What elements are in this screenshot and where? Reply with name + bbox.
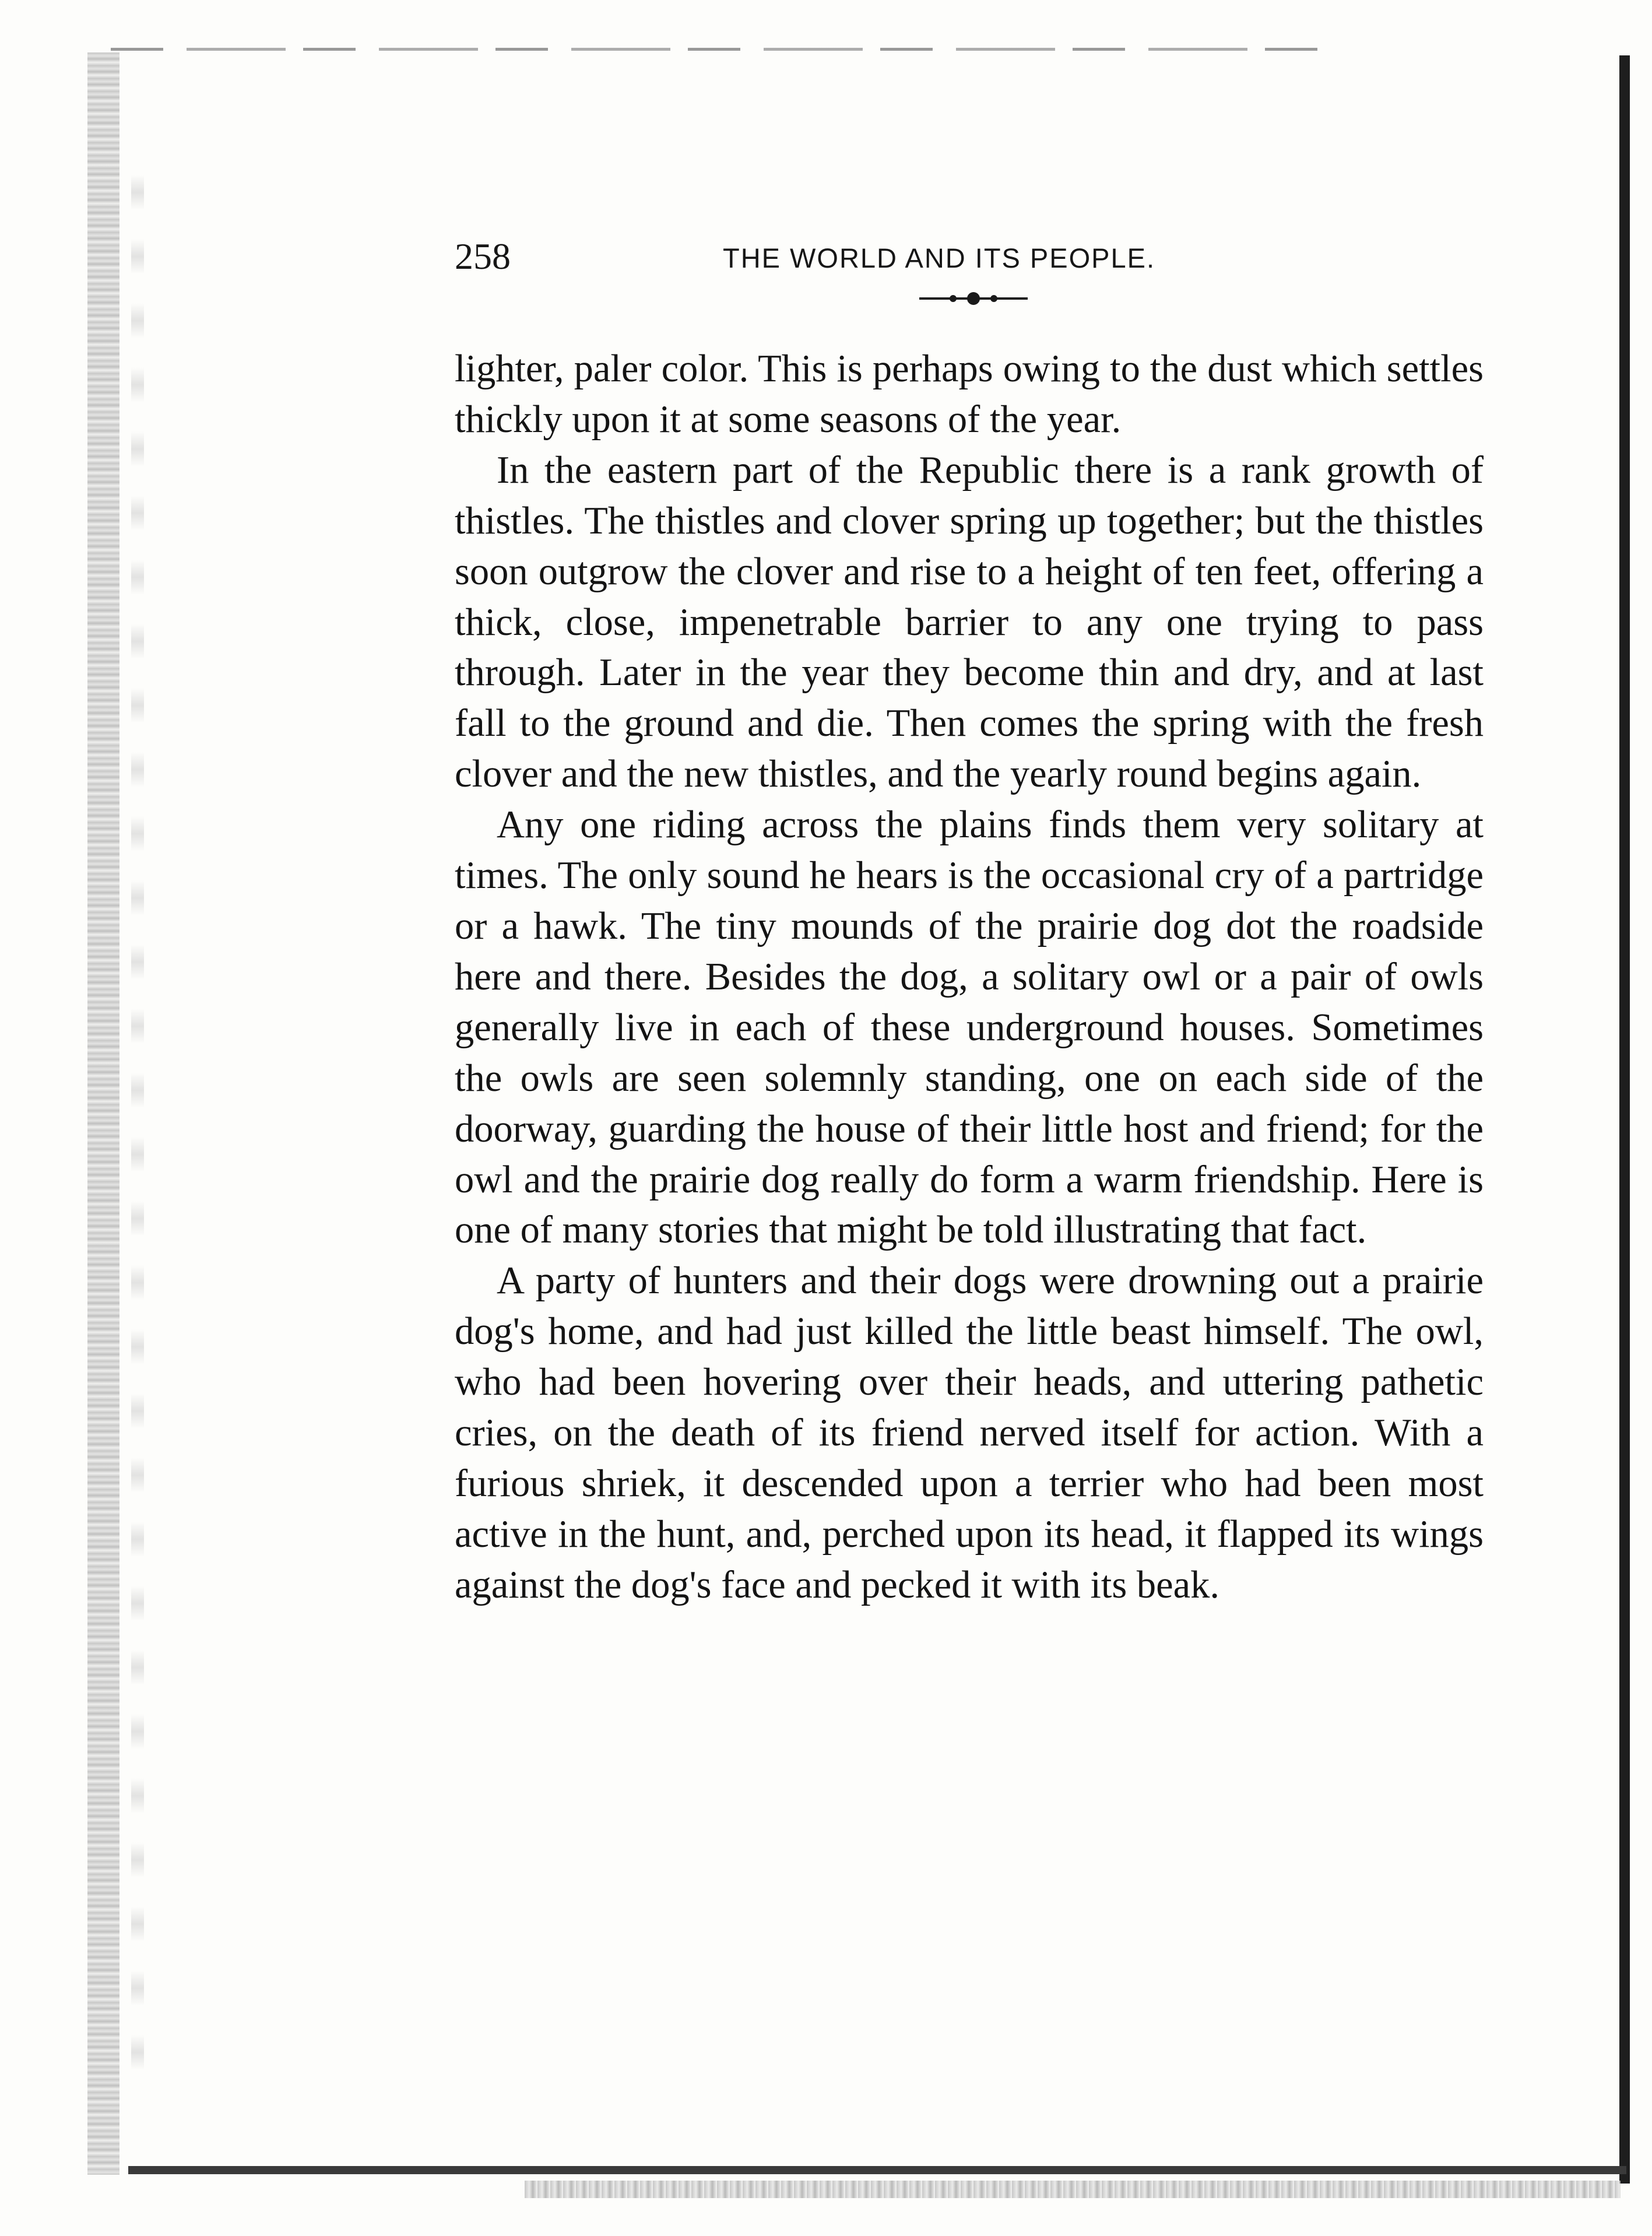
body-text: [455, 344, 1484, 1611]
rule-ornament-icon: [918, 290, 1029, 307]
scan-edge-bottom-noise: [525, 2181, 1621, 2198]
paragraph-thistles: In the eastern part of the Republic there is a rank growth of thistles. The thistles and clover spring up together; but the thistles soon outgrow the clover and rise to a height of ten feet, offering a thick, close, impenetrable barrier to any one trying to pass through. Later in the year they become thin and dry, and at last fall to the ground and die. Then comes the spring with the fresh clover and the new thistles, and the yearly round begins again.: [455, 448, 1484, 796]
running-title: THE WORLD AND ITS PEOPLE.: [723, 243, 1156, 273]
scan-edge-left-speckle: [131, 175, 144, 2099]
paragraph-plains: Any one riding across the plains finds them very solitary at times. The only sound he hears is the occasional cry of a partridge or a hawk. The tiny mounds of the prairie dog dot the roadside here and there. Besides the dog, a solitary owl or a pair of owls generally live in each of these underground houses. Sometimes the owls are seen solemnly standing, one on each side of the doorway, guarding the house of their little host and friend; for the owl and the prairie dog really do form a warm friendship. Here is one of many stories that might be told illustrating that fact.: [455, 803, 1484, 1252]
running-header: [455, 232, 1224, 281]
page-number: 258: [455, 236, 511, 277]
scan-edge-bottom: [128, 2166, 1626, 2174]
scan-edge-top: [111, 48, 1335, 51]
paragraph-continued: lighter, paler color. This is perhaps owing to the dust which settles thickly upon it at some seasons of the year.: [455, 347, 1484, 441]
scan-edge-right: [1619, 55, 1630, 2184]
paragraph-hunters: A party of hunters and their dogs were drowning out a prairie dog's home, and had just killed the little beast himself. The owl, who had been hovering over their heads, and uttering pathetic cries, on the death of its friend nerved itself for action. With a furious shriek, it descended upon a terrier who had been most active in the hunt, and, perched upon its head, it flapped its wings against the dog's face and pecked it with its beak.: [455, 1259, 1484, 1606]
scan-edge-left: [87, 52, 119, 2175]
